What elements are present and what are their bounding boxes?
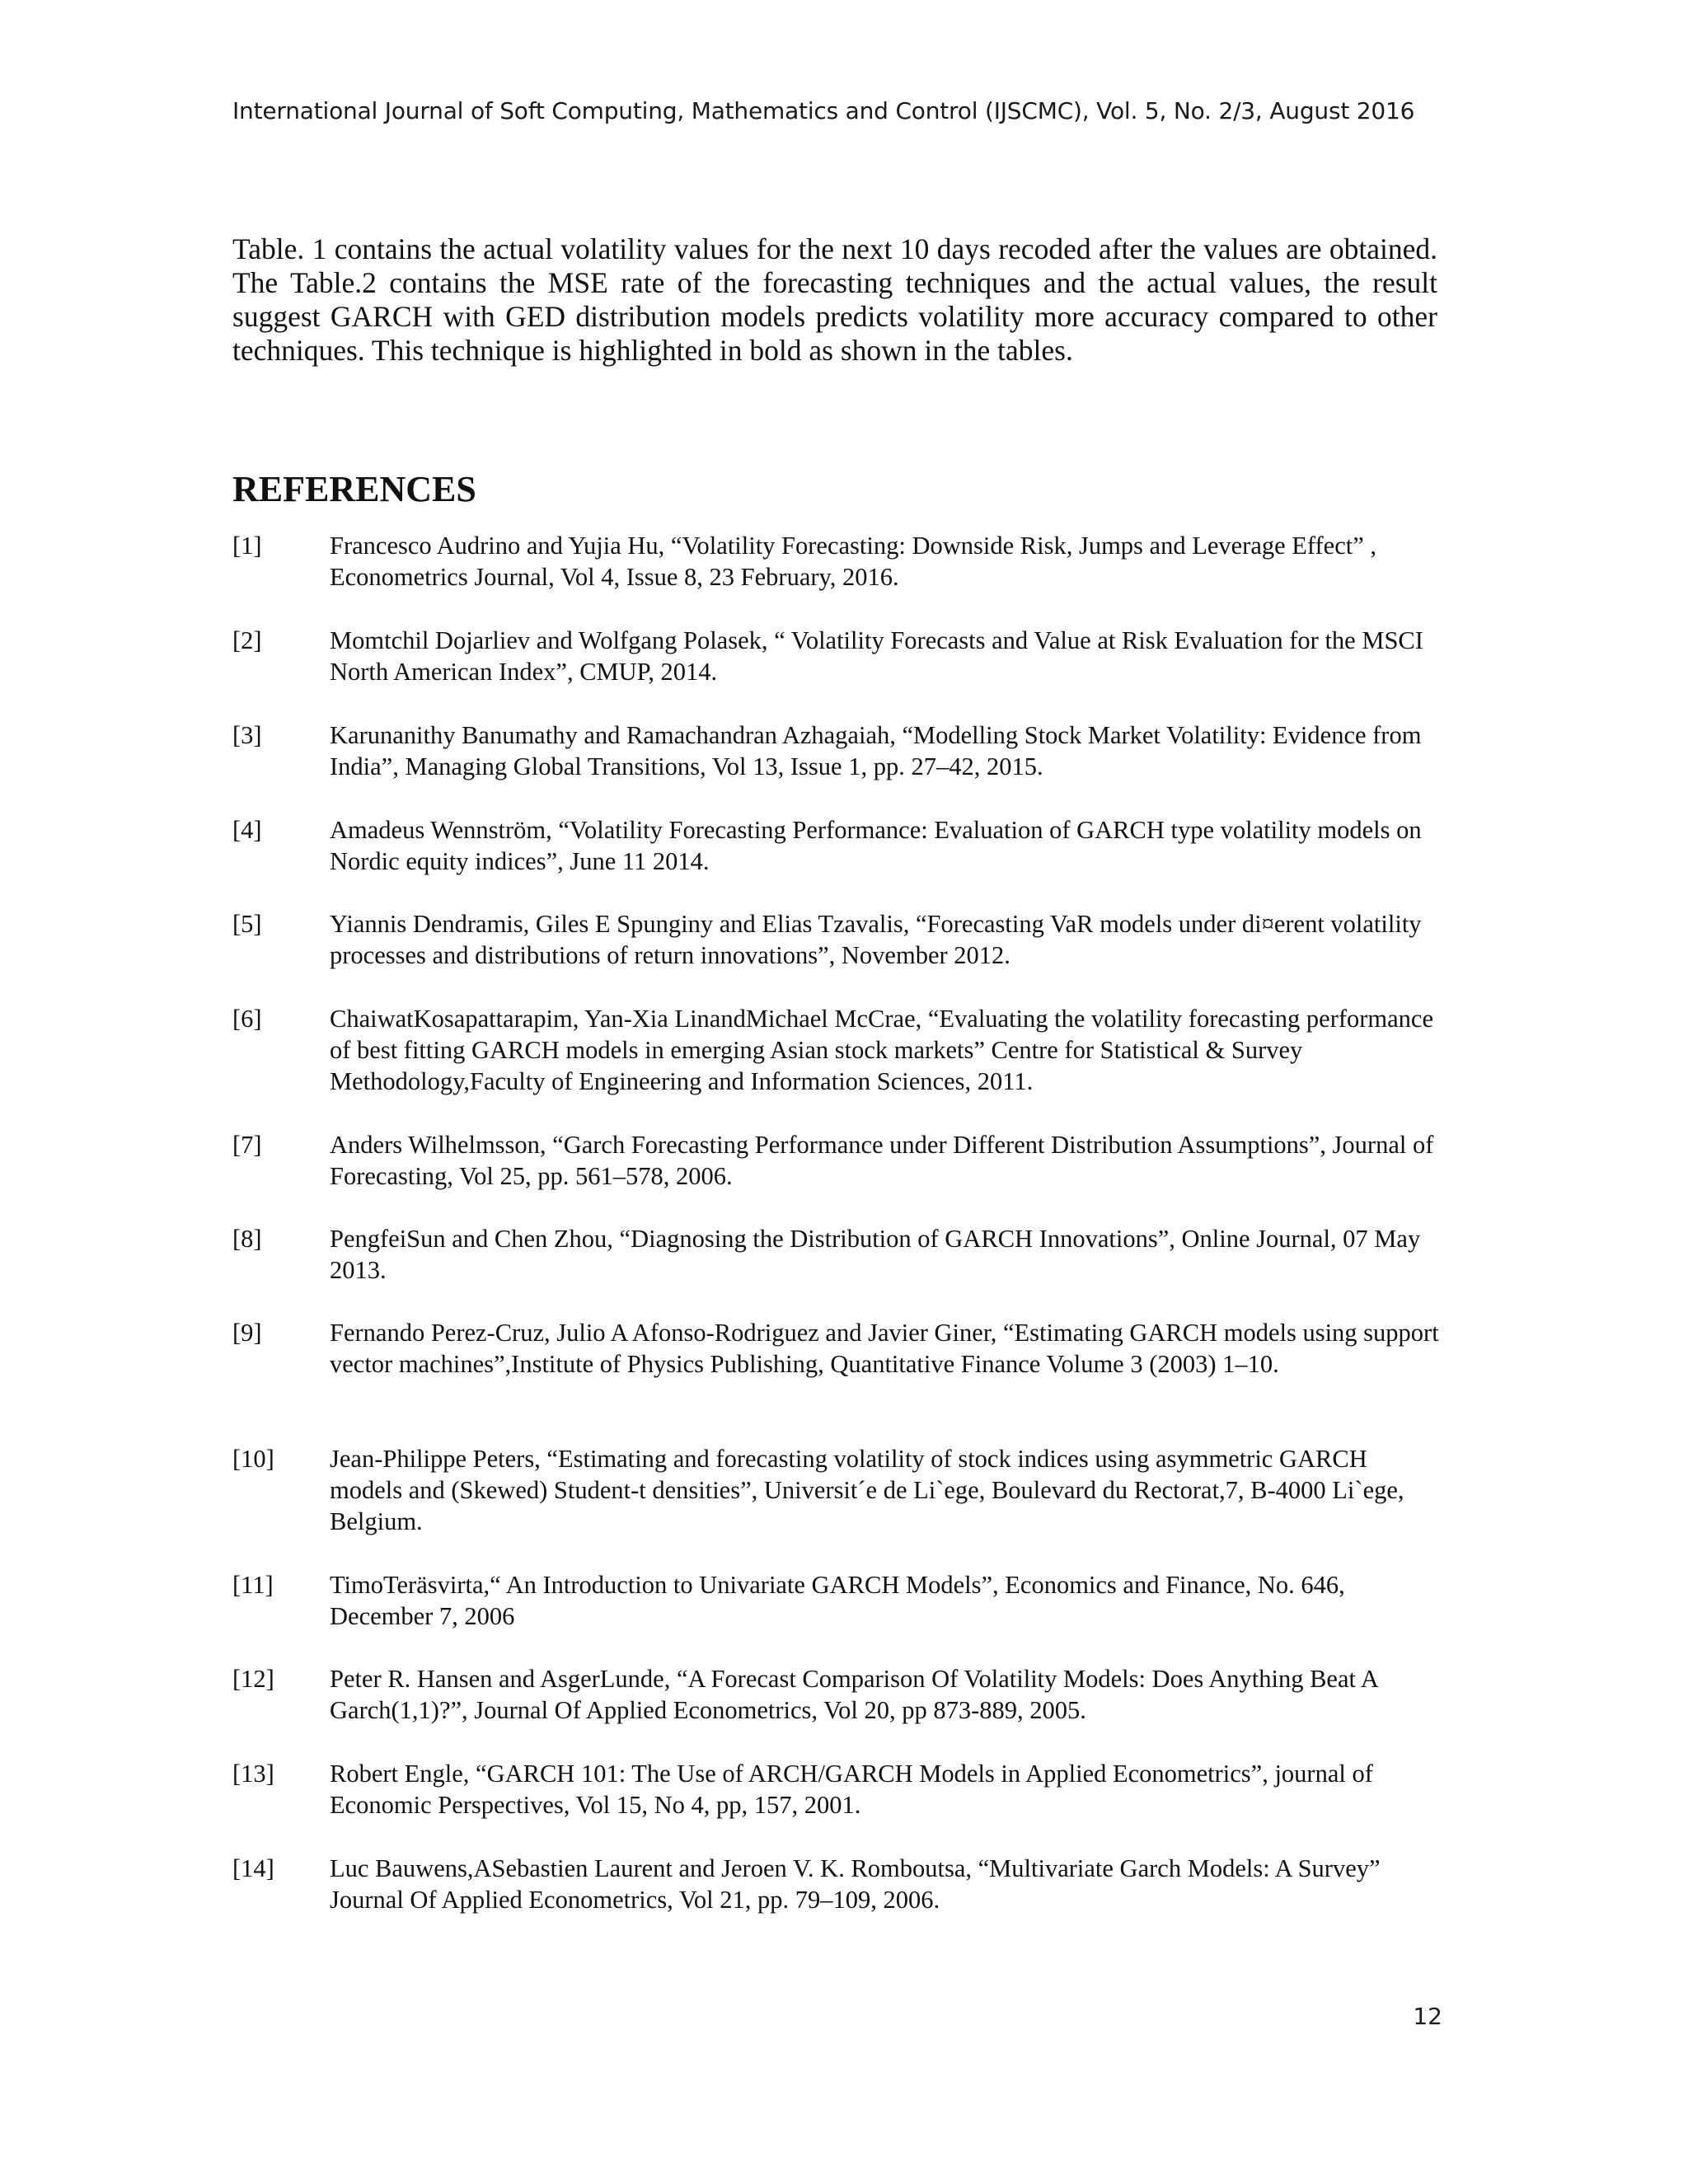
reference-text: Amadeus Wennström, “Volatility Forecasting Performance: Evaluation of GARCH type volatility models on Nordic equity indices”, June 11 2014.: [330, 816, 1422, 875]
reference-number: [7]: [232, 1131, 262, 1159]
reference-text: Anders Wilhelmsson, “Garch Forecasting Performance under Different Distribution Assumptions”, Journal of Forecasting, Vol 25, pp. 561–578, 2006.: [330, 1131, 1434, 1190]
running-header: International Journal of Soft Computing, Mathematics and Control (IJSCMC), Vol. 5, No. 2/3, August 2016: [232, 97, 1415, 124]
reference-number: [12]: [232, 1665, 274, 1693]
reference-text: Momtchil Dojarliev and Wolfgang Polasek, “ Volatility Forecasts and Value at Risk Evaluation for the MSCI North American Index”, CMUP, 2014.: [330, 626, 1423, 686]
reference-item: [232, 1129, 1444, 1192]
reference-text: Yiannis Dendramis, Giles E Spunginy and Elias Tzavalis, “Forecasting VaR models under di¤erent volatility processes and distributions of return innovations”, November 2012.: [330, 910, 1422, 969]
reference-item: [232, 530, 1444, 593]
reference-number: [14]: [232, 1854, 274, 1882]
reference-text: Luc Bauwens,ASebastien Laurent and Jeroen V. K. Romboutsa, “Multivariate Garch Models: A Survey” Journal Of Applied Econometrics, Vol 21, pp. 79–109, 2006.: [330, 1854, 1381, 1914]
reference-item: [232, 1663, 1444, 1726]
reference-text: ChaiwatKosapattarapim, Yan-Xia LinandMichael McCrae, “Evaluating the volatility forecasting performance of best fitting GARCH models in emerging Asian stock markets” Centre for Statistical & Survey Methodology,Faculty of Engineering and Information Sciences, 2011.: [330, 1005, 1434, 1095]
reference-text: PengfeiSun and Chen Zhou, “Diagnosing the Distribution of GARCH Innovations”, Online Journal, 07 May 2013.: [330, 1225, 1421, 1284]
reference-text: Fernando Perez-Cruz, Julio A Afonso-Rodriguez and Javier Giner, “Estimating GARCH models using support vector machines”,Institute of Physics Publishing, Quantitative Finance Volume 3 (2003) 1–10.: [330, 1319, 1439, 1378]
reference-item: [232, 814, 1444, 877]
reference-item: [232, 1758, 1444, 1821]
reference-text: Jean-Philippe Peters, “Estimating and forecasting volatility of stock indices using asymmetric GARCH models and (Skewed) Student-t densities”, Universit´e de Li`ege, Boulevard du Rectorat,7, B-4000 Li`ege, Belgium.: [330, 1445, 1404, 1535]
reference-item: [232, 1443, 1444, 1537]
reference-item: [232, 1223, 1444, 1286]
reference-number: [6]: [232, 1005, 262, 1033]
reference-number: [11]: [232, 1571, 274, 1599]
reference-item: [232, 1003, 1444, 1097]
reference-item: [232, 719, 1444, 782]
intro-paragraph: Table. 1 contains the actual volatility values for the next 10 days recoded after the values are obtained. The Table.2 contains the MSE rate of the forecasting techniques and the actual values, the result suggest GARCH with GED distribution models predicts volatility more accuracy compared to other techniques. This technique is highlighted in bold as shown in the tables.: [232, 232, 1437, 367]
reference-number: [5]: [232, 910, 262, 938]
page-number: 12: [1413, 2003, 1442, 2030]
reference-item: [232, 625, 1444, 687]
reference-text: Karunanithy Banumathy and Ramachandran Azhagaiah, “Modelling Stock Market Volatility: Evidence from India”, Managing Global Transitions, Vol 13, Issue 1, pp. 27–42, 2015.: [330, 721, 1422, 780]
reference-text: Francesco Audrino and Yujia Hu, “Volatility Forecasting: Downside Risk, Jumps and Leverage Effect” , Econometrics Journal, Vol 4, Issue 8, 23 February, 2016.: [330, 532, 1376, 591]
reference-text: Robert Engle, “GARCH 101: The Use of ARCH/GARCH Models in Applied Econometrics”, journal of Economic Perspectives, Vol 15, No 4, pp, 157, 2001.: [330, 1760, 1373, 1819]
reference-item: [232, 1317, 1444, 1380]
reference-number: [9]: [232, 1319, 262, 1347]
reference-number: [2]: [232, 626, 262, 654]
reference-number: [13]: [232, 1760, 274, 1788]
reference-number: [8]: [232, 1225, 262, 1253]
reference-item: [232, 1569, 1444, 1632]
reference-text: Peter R. Hansen and AsgerLunde, “A Forecast Comparison Of Volatility Models: Does Anything Beat A Garch(1,1)?”, Journal Of Applied Econometrics, Vol 20, pp 873-889, 2005.: [330, 1665, 1378, 1724]
reference-number: [1]: [232, 532, 262, 560]
references-heading: REFERENCES: [232, 469, 476, 509]
reference-number: [10]: [232, 1445, 274, 1473]
reference-number: [3]: [232, 721, 262, 749]
reference-text: TimoTeräsvirta,“ An Introduction to Univariate GARCH Models”, Economics and Finance, No. 646, December 7, 2006: [330, 1571, 1345, 1630]
reference-number: [4]: [232, 816, 262, 844]
reference-item: [232, 908, 1444, 971]
reference-item: [232, 1853, 1444, 1915]
